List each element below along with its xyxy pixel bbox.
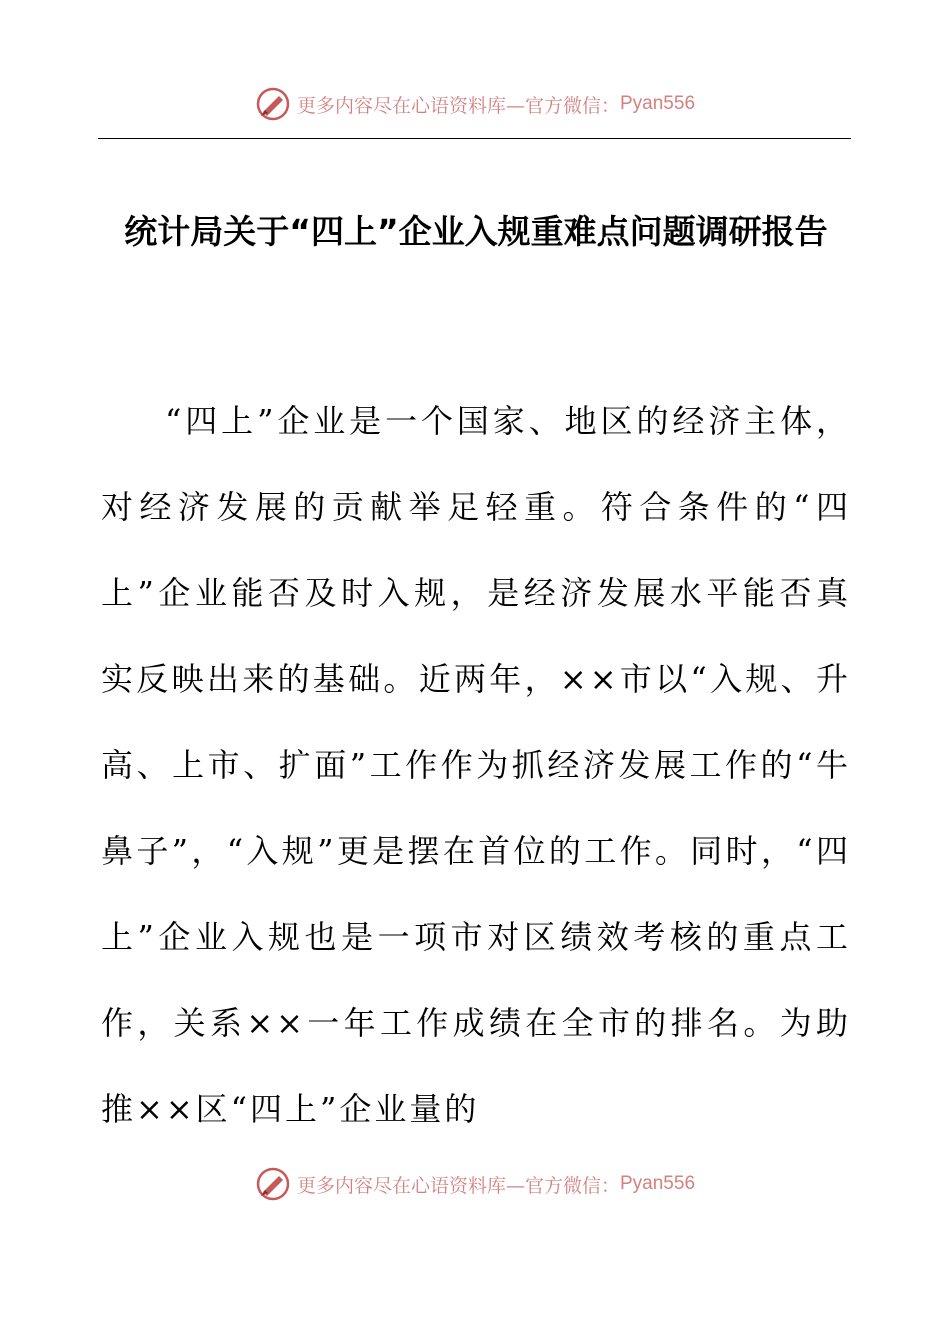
pen-logo-icon xyxy=(255,1166,291,1202)
pen-logo-icon xyxy=(255,86,291,122)
banner-text: 更多内容尽在心语资料库—官方微信： xyxy=(296,94,620,117)
banner-wechat-id: Pyan556 xyxy=(620,93,696,114)
document-title: 统计局关于“四上”企业入规重难点问题调研报告 xyxy=(124,212,828,251)
banner-wechat-id: Pyan556 xyxy=(620,1173,696,1194)
header-divider xyxy=(98,138,851,139)
header-banner xyxy=(0,84,950,124)
footer-banner xyxy=(0,1164,950,1204)
banner-text: 更多内容尽在心语资料库—官方微信： xyxy=(296,1174,620,1197)
body-paragraph: “四上”企业是一个国家、地区的经济主体，对经济发展的贡献举足轻重。符合条件的“四上”企业能否及时入规，是经济发展水平能否真实反映出来的基础。近两年，××市以“入规、升高、上市、扩面”工作作为抓经济发展工作的“牛鼻子”，“入规”更是摆在首位的工作。同时，“四上”企业入规也是一项市对区绩效考核的重点工作，关系××一年工作成绩在全市的排名。为助推××区“四上”企业量的 xyxy=(101,402,851,1128)
